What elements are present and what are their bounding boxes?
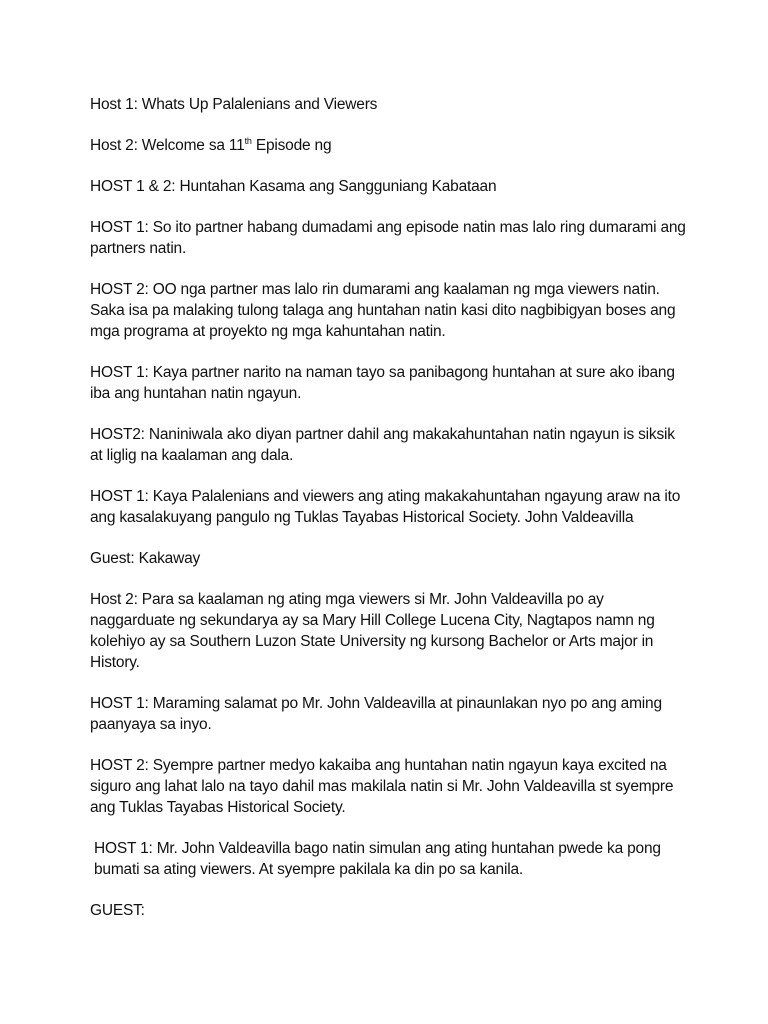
- script-line: Guest: Kakaway: [90, 550, 201, 567]
- script-line: HOST 1: Kaya partner narito na naman tayo sa panibagong huntahan at sure ako ibang iba ang huntahan natin ngayun.: [90, 364, 675, 402]
- script-line-welcome: [90, 135, 690, 156]
- script-line: HOST2: Naniniwala ako diyan partner dahil ang makakahuntahan natin ngayun is siksik at liglig na kaalaman ang dala.: [90, 426, 675, 464]
- ordinal-superscript: th: [244, 135, 252, 146]
- script-body: [90, 94, 690, 941]
- welcome-prefix: Host 2: Welcome sa 11: [90, 137, 245, 154]
- script-line: Host 2: Para sa kaalaman ng ating mga viewers si Mr. John Valdeavilla po ay naggarduate ng sekundarya ay sa Mary Hill College Lucena City, Nagtapos namn ng kolehiyo ay sa Southern Luzon State University ng kursong Bachelor or Arts major in History.: [90, 591, 655, 671]
- script-line: HOST 1: Kaya Palalenians and viewers ang ating makakahuntahan ngayung araw na ito ang kasalakuyang pangulo ng Tuklas Tayabas Historical Society. John Valdeavilla: [90, 488, 681, 526]
- script-line: HOST 2: OO nga partner mas lalo rin dumarami ang kaalaman ng mga viewers natin. Saka isa pa malaking tulong talaga ang huntahan natin kasi dito nagbibigyan boses ang mga programa at proyekto ng mga kahuntahan natin.: [90, 281, 676, 340]
- script-line: HOST 1: So ito partner habang dumadami ang episode natin mas lalo ring dumarami ang partners natin.: [90, 219, 686, 257]
- welcome-suffix: Episode ng: [251, 137, 332, 154]
- script-line: GUEST:: [90, 902, 145, 919]
- script-line: HOST 1 & 2: Huntahan Kasama ang Sangguniang Kabataan: [90, 178, 497, 195]
- script-line: HOST 1: Mr. John Valdeavilla bago natin simulan ang ating huntahan pwede ka pong bumati sa ating viewers. At syempre pakilala ka din po sa kanila.: [94, 840, 661, 878]
- script-line: Host 1: Whats Up Palalenians and Viewers: [90, 96, 378, 113]
- script-line: HOST 2: Syempre partner medyo kakaiba ang huntahan natin ngayun kaya excited na siguro ang lahat lalo na tayo dahil mas makilala natin si Mr. John Valdeavilla st syempre ang Tuklas Tayabas Historical Society.: [90, 757, 674, 816]
- script-line: HOST 1: Maraming salamat po Mr. John Valdeavilla at pinaunlakan nyo po ang aming paanyaya sa inyo.: [90, 695, 662, 733]
